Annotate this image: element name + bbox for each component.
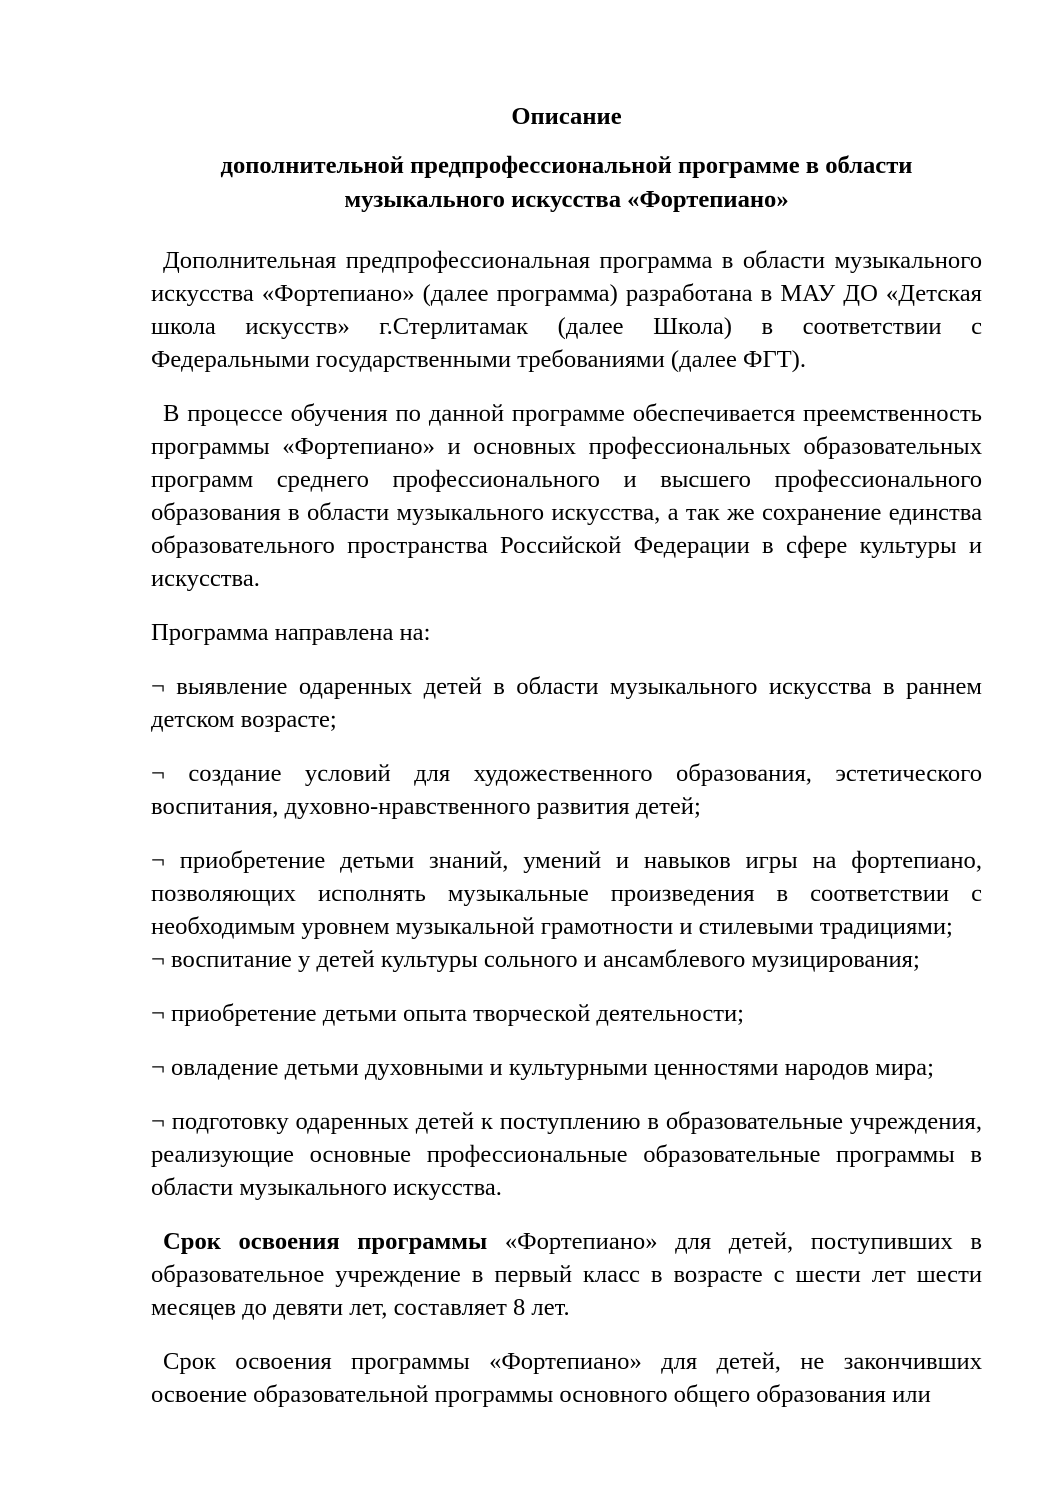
document-title: Описание: [511, 103, 622, 130]
list-item: [151, 1105, 982, 1204]
list-item: [151, 997, 982, 1030]
term-text: «Фортепиано» для детей, поступивших в образовательное учреждение в первый класс в возрасте с шести лет шести месяцев до девяти лет, составляет 8 лет.: [151, 1228, 982, 1321]
bullet-mark: ¬: [151, 760, 165, 787]
list-item: [151, 844, 982, 943]
list-item-text: приобретение детьми опыта творческой деятельности;: [171, 1000, 745, 1027]
subtitle-line-2: музыкального искусства «Фортепиано»: [344, 186, 789, 213]
bullet-mark: ¬: [151, 946, 165, 973]
list-item-text: подготовку одаренных детей к поступлению в образовательные учреждения, реализующие основные профессиональные образовательные программы в области музыкального искусства.: [151, 1108, 982, 1201]
list-item: [151, 1051, 982, 1084]
paragraph-term-main: [151, 1225, 982, 1324]
bullet-mark: ¬: [151, 1054, 165, 1081]
list-item: [151, 670, 982, 736]
subtitle-line-1: дополнительной предпрофессиональной программе в области: [220, 152, 913, 179]
document-body: [151, 96, 982, 1432]
paragraph-continuity: В процессе обучения по данной программе обеспечивается преемственность программы «Фортепиано» и основных профессиональных образовательных программ среднего профессионального и высшего профессионального образования в области музыкального искусства, а так же сохранение единства образовательного пространства Российской Федерации в сфере культуры и искусства.: [151, 400, 982, 592]
list-item-text: приобретение детьми знаний, умений и навыков игры на фортепиано, позволяющих исполнять музыкальные произведения в соответствии с необходимым уровнем музыкальной грамотности и стилевыми традициями;: [151, 847, 982, 940]
bullet-mark: ¬: [151, 847, 165, 874]
document-subtitle: [151, 146, 982, 244]
list-item-text: воспитание у детей культуры сольного и ансамблевого музицирования;: [171, 946, 920, 973]
list-item: [151, 943, 982, 976]
bullet-mark: ¬: [151, 1108, 165, 1135]
paragraph-intro: Дополнительная предпрофессиональная программа в области музыкального искусства «Фортепиано» (далее программа) разработана в МАУ ДО «Детская школа искусств» г.Стерлитамак (далее Школа) в соответствии с Федеральными государственными требованиями (далее ФГТ).: [151, 247, 982, 373]
list-item-text: выявление одаренных детей в области музыкального искусства в раннем детском возрасте;: [151, 673, 982, 733]
paragraph-term-secondary: Срок освоения программы «Фортепиано» для детей, не закончивших освоение образовательной программы основного общего образования или: [151, 1348, 982, 1408]
bullet-mark: ¬: [151, 673, 165, 700]
list-item: [151, 757, 982, 823]
list-item-text: создание условий для художественного образования, эстетического воспитания, духовно-нравственного развития детей;: [151, 760, 982, 820]
bullet-mark: ¬: [151, 1000, 165, 1027]
list-item-text: овладение детьми духовными и культурными ценностями народов мира;: [171, 1054, 934, 1081]
term-heading: Срок освоения программы: [163, 1228, 488, 1255]
list-intro: Программа направлена на:: [151, 619, 431, 646]
